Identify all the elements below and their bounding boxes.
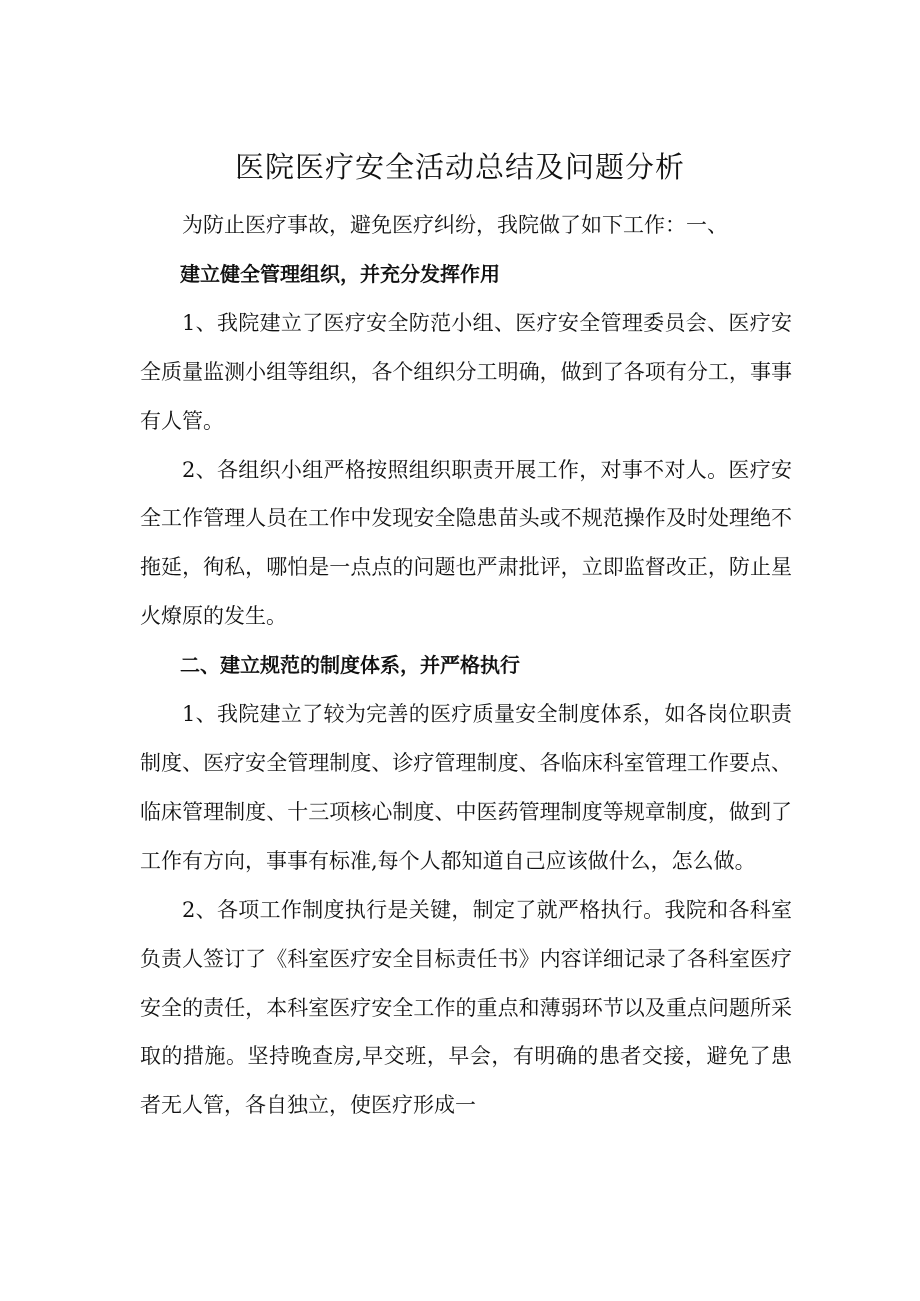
section1-paragraph-1: 1、我院建立了医疗安全防范小组、医疗安全管理委员会、医疗安全质量监测小组等组织，各个组织分工明确，做到了各项有分工，事事有人管。 xyxy=(140,310,792,433)
section-heading-1: 建立健全管理组织，并充分发挥作用 xyxy=(180,261,500,286)
section-heading-2: 二、建立规范的制度体系，并严格执行 xyxy=(180,653,520,678)
document-body xyxy=(140,201,792,1130)
section2-paragraph-2: 2、各项工作制度执行是关键，制定了就严格执行。我院和各科室负责人签订了《科室医疗安全目标责任书》内容详细记录了各科室医疗安全的责任，本科室医疗安全工作的重点和薄弱环节以及重点问题所采取的措施。坚持晚查房,早交班，早会，有明确的患者交接，避免了患者无人管，各自独立，使医疗形成一 xyxy=(140,897,792,1118)
section2-paragraph-1: 1、我院建立了较为完善的医疗质量安全制度体系，如各岗位职责制度、医疗安全管理制度、诊疗管理制度、各临床科室管理工作要点、临床管理制度、十三项核心制度、中医药管理制度等规章制度，做到了工作有方向，事事有标准,每个人都知道自己应该做什么，怎么做。 xyxy=(140,702,792,873)
intro-paragraph: 为防止医疗事故，避免医疗纠纷，我院做了如下工作：一、 xyxy=(182,213,728,237)
section1-paragraph-2: 2、各组织小组严格按照组织职责开展工作，对事不对人。医疗安全工作管理人员在工作中发现安全隐患苗头或不规范操作及时处理绝不拖延，徇私，哪怕是一点点的问题也严肃批评，立即监督改正，防止星火燎原的发生。 xyxy=(140,457,792,629)
document-title: 医院医疗安全活动总结及问题分析 xyxy=(234,150,685,184)
